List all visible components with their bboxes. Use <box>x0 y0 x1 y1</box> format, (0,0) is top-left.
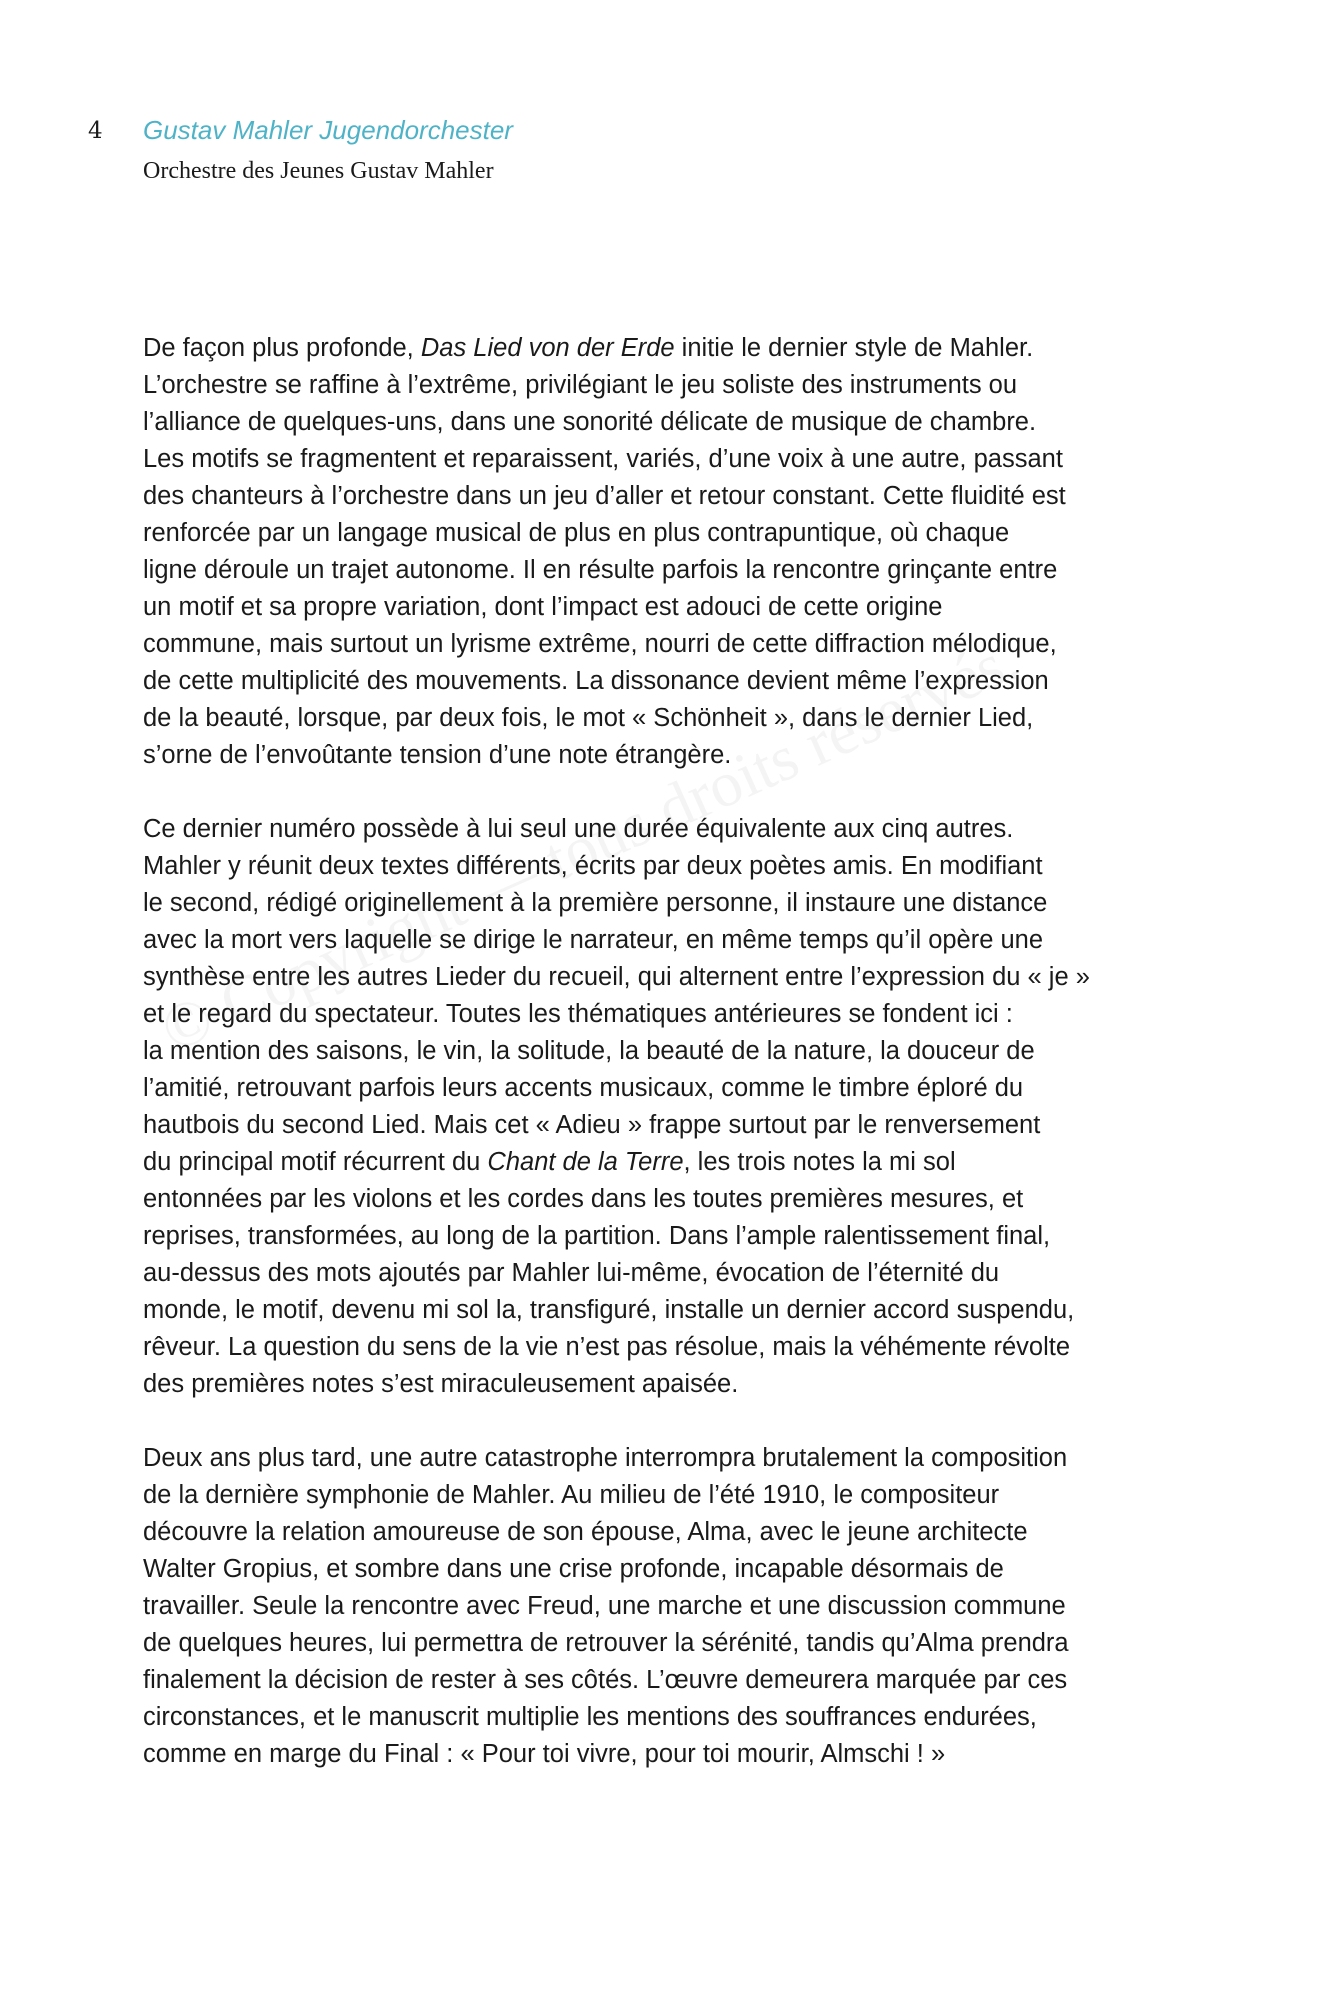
text-run: reprises, transformées, au long de la partition. Dans l’ample ralentissement final, <box>143 1222 1051 1250</box>
text-line <box>143 1070 1203 1107</box>
text-line <box>143 1218 1203 1255</box>
text-line <box>143 959 1203 996</box>
text-run: de la dernière symphonie de Mahler. Au milieu de l’été 1910, le compositeur <box>143 1481 1000 1509</box>
text-line <box>143 1551 1203 1588</box>
text-line <box>143 700 1203 737</box>
text-line <box>143 848 1203 885</box>
text-run: monde, le motif, devenu mi sol la, transfiguré, installe un dernier accord suspendu, <box>143 1296 1075 1324</box>
text-run: un motif et sa propre variation, dont l’impact est adouci de cette origine <box>143 593 943 621</box>
body-text <box>143 330 1203 1810</box>
text-run: du principal motif récurrent du <box>143 1148 488 1176</box>
text-line <box>143 1625 1203 1662</box>
text-run: de quelques heures, lui permettra de retrouver la sérénité, tandis qu’Alma prendra <box>143 1629 1069 1657</box>
text-line <box>143 1588 1203 1625</box>
italic-title: Chant de la Terre <box>487 1148 684 1176</box>
text-run: hautbois du second Lied. Mais cet « Adieu » frappe surtout par le renversement <box>143 1111 1041 1139</box>
text-line <box>143 515 1203 552</box>
text-run: synthèse entre les autres Lieder du recueil, qui alternent entre l’expression du « je » <box>143 963 1090 991</box>
text-line <box>143 1699 1203 1736</box>
text-run: avec la mort vers laquelle se dirige le narrateur, en même temps qu’il opère une <box>143 926 1044 954</box>
text-run: la mention des saisons, le vin, la solitude, la beauté de la nature, la douceur de <box>143 1037 1035 1065</box>
text-line <box>143 589 1203 626</box>
text-line <box>143 922 1203 959</box>
text-line <box>143 552 1203 589</box>
text-line <box>143 1514 1203 1551</box>
text-run: découvre la relation amoureuse de son épouse, Alma, avec le jeune architecte <box>143 1518 1028 1546</box>
text-line <box>143 626 1203 663</box>
text-run: s’orne de l’envoûtante tension d’une note étrangère. <box>143 741 732 769</box>
text-line <box>143 441 1203 478</box>
text-line <box>143 478 1203 515</box>
text-run: Les motifs se fragmentent et reparaissent, variés, d’une voix à une autre, passant <box>143 445 1063 473</box>
text-run: initie le dernier style de Mahler. <box>674 334 1034 362</box>
running-title: Gustav Mahler Jugendorchester <box>143 115 513 145</box>
text-line <box>143 1440 1203 1477</box>
italic-title: Das Lied von der Erde <box>420 334 675 362</box>
text-run: ligne déroule un trajet autonome. Il en résulte parfois la rencontre grinçante entre <box>143 556 1058 584</box>
text-run: Ce dernier numéro possède à lui seul une durée équivalente aux cinq autres. <box>143 815 1014 843</box>
running-subtitle: Orchestre des Jeunes Gustav Mahler <box>143 158 494 184</box>
text-run: Deux ans plus tard, une autre catastrophe interrompra brutalement la composition <box>143 1444 1068 1472</box>
text-line <box>143 996 1203 1033</box>
text-run: Mahler y réunit deux textes différents, écrits par deux poètes amis. En modifiant <box>143 852 1043 880</box>
text-line <box>143 811 1203 848</box>
text-run: commune, mais surtout un lyrisme extrême, nourri de cette diffraction mélodique, <box>143 630 1057 658</box>
paragraph <box>143 330 1203 774</box>
paragraph <box>143 811 1203 1403</box>
text-run: l’alliance de quelques-uns, dans une sonorité délicate de musique de chambre. <box>143 408 1037 436</box>
text-run: au-dessus des mots ajoutés par Mahler lui-même, évocation de l’éternité du <box>143 1259 1000 1287</box>
text-run: L’orchestre se raffine à l’extrême, privilégiant le jeu soliste des instruments ou <box>143 371 1018 399</box>
text-line <box>143 404 1203 441</box>
text-line <box>143 1033 1203 1070</box>
text-line <box>143 1662 1203 1699</box>
text-line <box>143 737 1203 774</box>
text-line <box>143 1144 1203 1181</box>
text-line <box>143 885 1203 922</box>
text-run: et le regard du spectateur. Toutes les thématiques antérieures se fondent ici : <box>143 1000 1013 1028</box>
text-run: de la beauté, lorsque, par deux fois, le mot « Schönheit », dans le dernier Lied, <box>143 704 1034 732</box>
text-run: des premières notes s’est miraculeusement apaisée. <box>143 1370 739 1398</box>
text-line <box>143 1477 1203 1514</box>
text-line <box>143 663 1203 700</box>
text-run: finalement la décision de rester à ses côtés. L’œuvre demeurera marquée par ces <box>143 1666 1068 1694</box>
text-run: renforcée par un langage musical de plus en plus contrapuntique, où chaque <box>143 519 1010 547</box>
text-line <box>143 1181 1203 1218</box>
text-line <box>143 1366 1203 1403</box>
text-run: , les trois notes la mi sol <box>683 1148 956 1176</box>
text-run: le second, rédigé originellement à la première personne, il instaure une distance <box>143 889 1048 917</box>
text-line <box>143 1292 1203 1329</box>
text-run: rêveur. La question du sens de la vie n’est pas résolue, mais la véhémente révolte <box>143 1333 1071 1361</box>
text-run: travailler. Seule la rencontre avec Freud, une marche et une discussion commune <box>143 1592 1066 1620</box>
text-run: De façon plus profonde, <box>143 334 421 362</box>
text-line <box>143 1736 1203 1773</box>
text-run: Walter Gropius, et sombre dans une crise profonde, incapable désormais de <box>143 1555 1004 1583</box>
text-line <box>143 367 1203 404</box>
text-run: de cette multiplicité des mouvements. La dissonance devient même l’expression <box>143 667 1049 695</box>
text-run: circonstances, et le manuscrit multiplie les mentions des souffrances endurées, <box>143 1703 1037 1731</box>
text-run: entonnées par les violons et les cordes dans les toutes premières mesures, et <box>143 1185 1024 1213</box>
paragraph <box>143 1440 1203 1773</box>
text-line <box>143 1329 1203 1366</box>
text-run: des chanteurs à l’orchestre dans un jeu d’aller et retour constant. Cette fluidité est <box>143 482 1066 510</box>
text-line <box>143 330 1203 367</box>
text-run: comme en marge du Final : « Pour toi vivre, pour toi mourir, Almschi ! » <box>143 1740 946 1768</box>
page-number: 4 <box>88 118 103 144</box>
text-run: l’amitié, retrouvant parfois leurs accents musicaux, comme le timbre éploré du <box>143 1074 1024 1102</box>
text-line <box>143 1107 1203 1144</box>
text-line <box>143 1255 1203 1292</box>
